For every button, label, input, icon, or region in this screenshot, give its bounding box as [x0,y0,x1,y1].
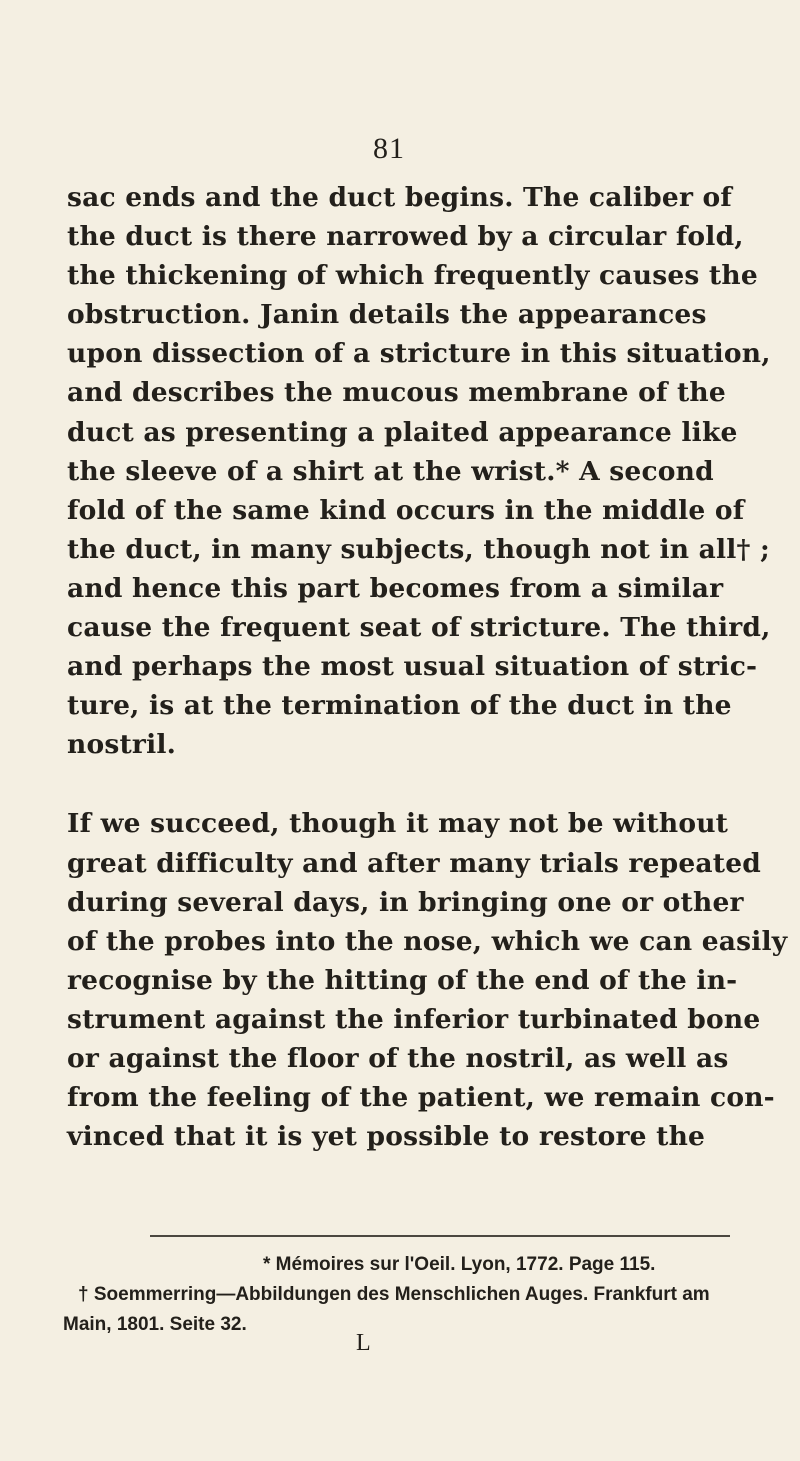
paragraph-2 [67,804,788,1156]
text-line: upon dissection of a stricture in this situation, [67,338,771,370]
text-line: the duct, in many subjects, though not in all† ; [67,533,770,565]
footnotes [63,1250,763,1340]
text-line: fold of the same kind occurs in the middle of [67,494,745,526]
paragraph-gap [67,764,747,804]
page-number: 81 [373,132,405,165]
text-line: If we succeed, though it may not be without [67,808,729,840]
text-line: cause the frequent seat of stricture. The third, [67,612,771,644]
footnote-2-line-1: † Soemmerring—Abbildungen des Menschlichen Auges. Frankfurt am [78,1284,710,1305]
text-line: or against the floor of the nostril, as well as [67,1042,729,1074]
text-line: the thickening of which frequently causes the [67,260,758,292]
text-line: during several days, in bringing one or other [67,886,744,918]
footnote-1: * Mémoires sur l'Oeil. Lyon, 1772. Page 115. [263,1254,656,1275]
text-line: and perhaps the most usual situation of stric- [67,651,758,683]
text-line: and describes the mucous membrane of the [67,377,726,409]
text-line: the duct is there narrowed by a circular fold, [67,221,744,253]
text-line: recognise by the hitting of the end of the in- [67,964,738,996]
footnote-divider [150,1235,730,1237]
paragraph-1 [67,178,771,764]
text-line: sac ends and the duct begins. The caliber of [67,182,733,213]
body-text [67,178,788,1156]
text-line: strument against the inferior turbinated bone [67,1003,761,1035]
text-line: from the feeling of the patient, we remain con- [67,1082,775,1114]
text-line: and hence this part becomes from a similar [67,572,724,604]
footnote-2-line-2: Main, 1801. Seite 32. [63,1314,247,1335]
text-line: great difficulty and after many trials repeated [67,847,762,879]
text-line: vinced that it is yet possible to restore the [67,1121,706,1153]
text-line: duct as presenting a plaited appearance like [67,416,738,448]
text-line: the sleeve of a shirt at the wrist.* A second [67,455,714,487]
text-line: of the probes into the nose, which we can easily [67,925,788,957]
text-line: ture, is at the termination of the duct in the [67,690,732,722]
text-line: obstruction. Janin details the appearances [67,299,707,331]
signature-mark: L [356,1330,371,1356]
text-line: nostril. [67,729,177,761]
